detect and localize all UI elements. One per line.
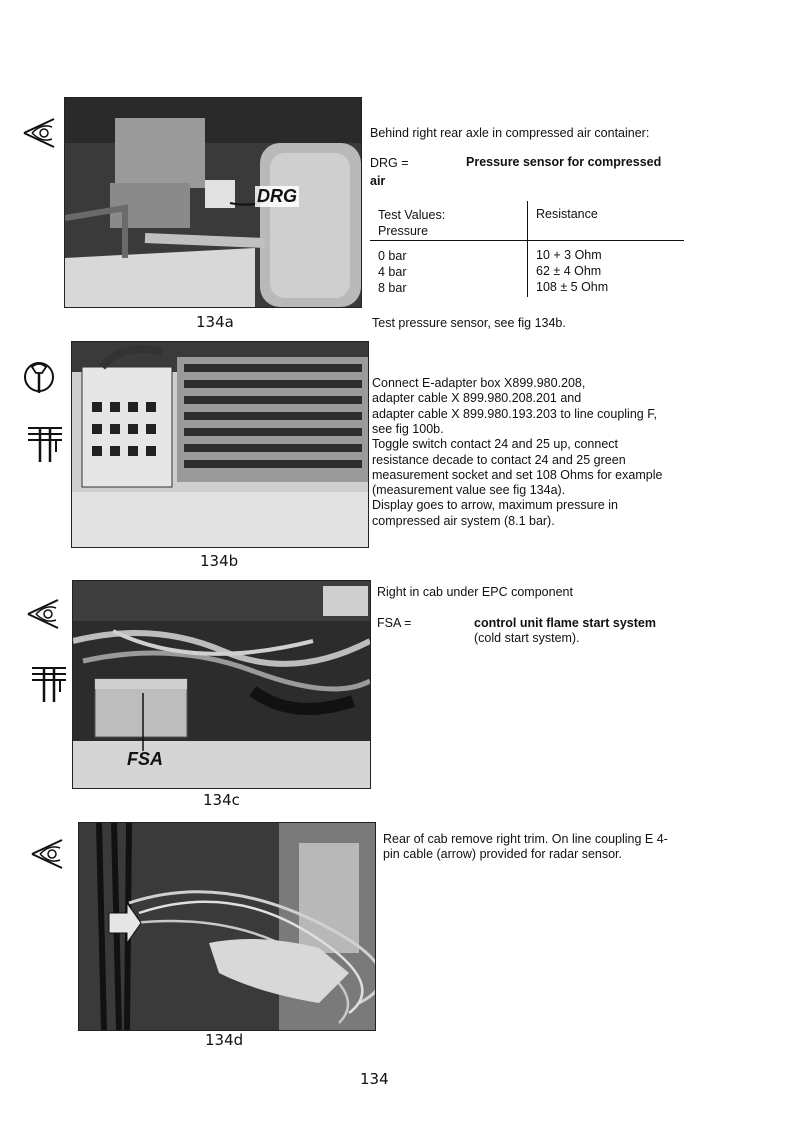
definition-fsa: control unit flame start system (474, 616, 656, 630)
table-cell-pressure: 0 bar (378, 249, 407, 263)
instruction-line: resistance decade to contact 24 and 25 green (372, 452, 626, 467)
table-horizontal-rule (370, 240, 684, 241)
table-header-resistance: Resistance (536, 207, 598, 221)
page-number: 134 (360, 1070, 389, 1088)
intro-text-134c: Right in cab under EPC component (377, 585, 573, 599)
instruction-line: (measurement value see fig 134a). (372, 483, 566, 498)
instruction-line: compressed air system (8.1 bar). (372, 513, 555, 528)
photo-134b (71, 341, 369, 548)
wrench-hand-icon (22, 357, 56, 397)
eye-icon (30, 836, 64, 872)
table-cell-resistance: 62 ± 4 Ohm (536, 264, 602, 278)
instruction-line: see fig 100b. (372, 421, 444, 436)
figure-label-134b: 134b (200, 552, 239, 570)
definition-drg: Pressure sensor for compressed (466, 155, 662, 169)
photo-134a (64, 97, 362, 308)
photo-134c (72, 580, 371, 789)
note-134a: Test pressure sensor, see fig 134b. (372, 316, 566, 330)
instruction-line: Rear of cab remove right trim. On line coupling E 4- (383, 832, 668, 846)
term-drg: DRG = (370, 156, 409, 170)
table-header-test-values: Test Values: (378, 208, 446, 222)
term-fsa: FSA = (377, 616, 412, 630)
instruction-line: Toggle switch contact 24 and 25 up, connect (372, 437, 618, 452)
caliper-icon (26, 424, 64, 464)
table-cell-pressure: 8 bar (378, 281, 407, 295)
table-cell-resistance: 108 ± 5 Ohm (536, 280, 609, 294)
figure-label-134d: 134d (205, 1031, 244, 1049)
photo-134d (78, 822, 376, 1031)
definition-drg-cont: air (370, 174, 386, 188)
instruction-line: Connect E-adapter box X899.980.208, (372, 376, 586, 390)
eye-icon (26, 596, 60, 632)
instruction-line: adapter cable X 899.980.193.203 to line coupling F, (372, 406, 657, 421)
table-cell-resistance: 10 + 3 Ohm (536, 248, 602, 262)
caliper-icon (30, 664, 68, 704)
table-cell-pressure: 4 bar (378, 265, 407, 279)
table-subheader-pressure: Pressure (378, 224, 429, 238)
intro-text-134a: Behind right rear axle in compressed air container: (370, 126, 650, 140)
definition-fsa-cont: (cold start system). (474, 631, 580, 645)
figure-label-134a: 134a (196, 313, 234, 331)
instruction-line: adapter cable X 899.980.208.201 and (372, 391, 582, 406)
photo-callout-fsa: FSA (127, 749, 163, 769)
test-values-table (370, 201, 686, 299)
instruction-line: measurement socket and set 108 Ohms for example (372, 467, 663, 482)
instruction-line: Display goes to arrow, maximum pressure in (372, 498, 618, 513)
figure-label-134c: 134c (203, 791, 240, 809)
instruction-line: pin cable (arrow) provided for radar sensor. (383, 847, 623, 861)
eye-icon (22, 115, 56, 151)
table-vertical-rule (527, 201, 528, 297)
photo-callout-drg: DRG (257, 186, 297, 206)
